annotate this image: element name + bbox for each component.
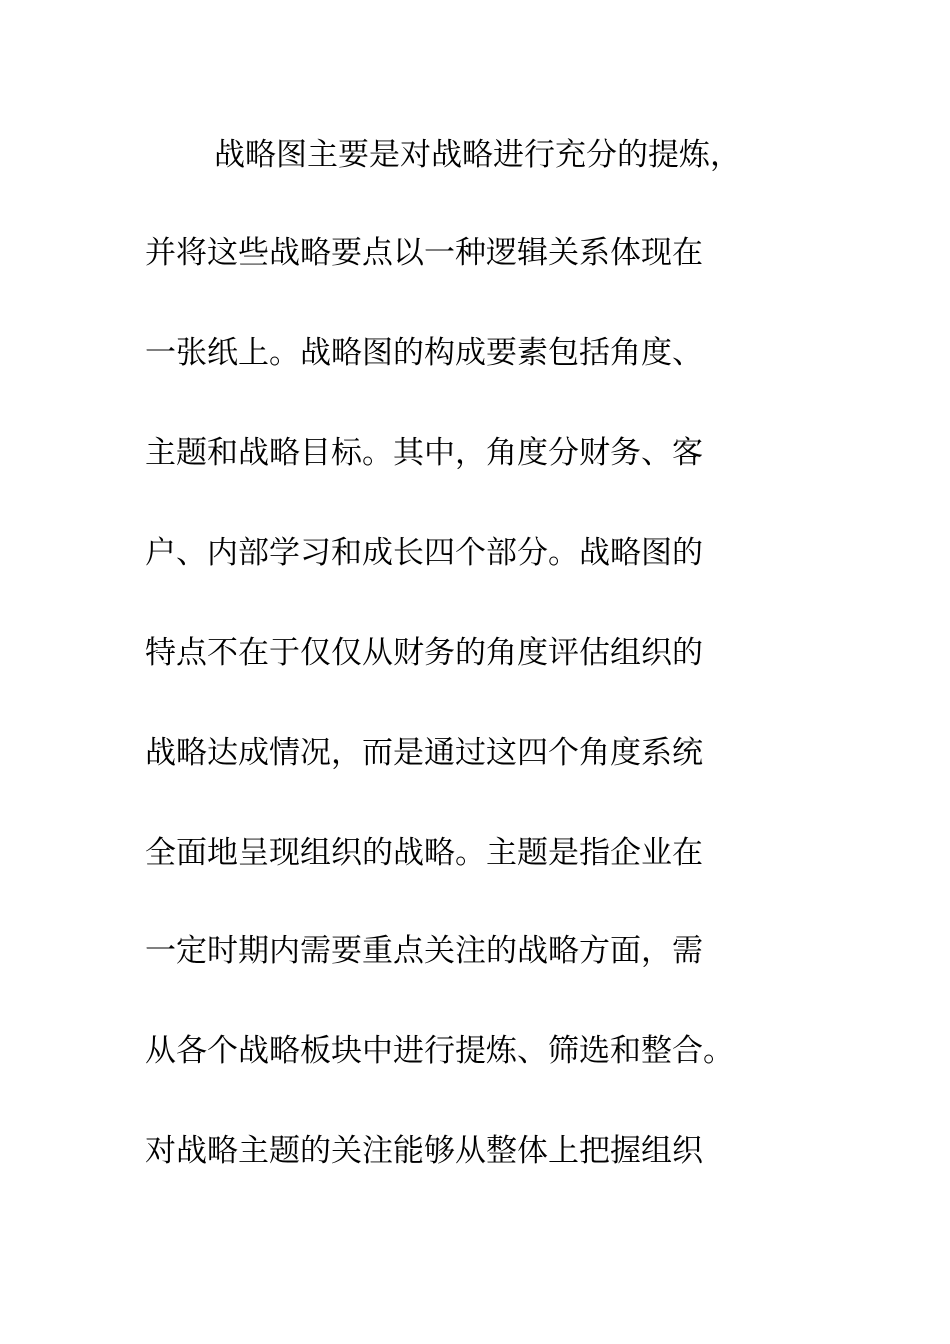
paragraph-line: 一定时期内需要重点关注的战略方面，需 — [145, 933, 703, 969]
paragraph-line: 一张纸上。战略图的构成要素包括角度、 — [145, 335, 703, 371]
paragraph-line: 战略图主要是对战略进行充分的提炼， — [214, 137, 741, 173]
paragraph-line: 从各个战略板块中进行提炼、筛选和整合。 — [145, 1033, 734, 1069]
paragraph-line: 战略达成情况，而是通过这四个角度系统 — [145, 735, 703, 771]
paragraph-line: 主题和战略目标。其中，角度分财务、客 — [145, 435, 703, 471]
paragraph-line: 并将这些战略要点以一种逻辑关系体现在 — [145, 235, 703, 271]
paragraph-line: 特点不在于仅仅从财务的角度评估组织的 — [145, 635, 703, 671]
paragraph-line: 全面地呈现组织的战略。主题是指企业在 — [145, 835, 703, 871]
paragraph-line: 对战略主题的关注能够从整体上把握组织 — [145, 1133, 703, 1169]
paragraph-line: 户、内部学习和成长四个部分。战略图的 — [145, 535, 703, 571]
